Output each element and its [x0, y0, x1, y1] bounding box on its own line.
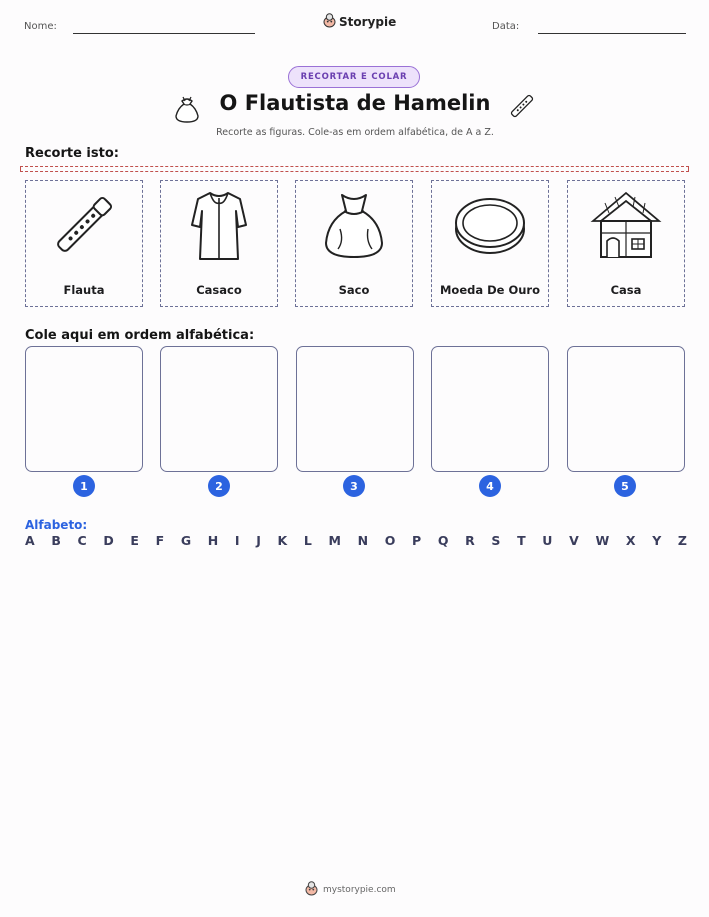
paste-section-title: Cole aqui em ordem alfabética: [25, 328, 255, 343]
coat-icon [188, 189, 250, 263]
card-label: Saco [338, 283, 370, 297]
slot-number: 4 [479, 475, 501, 497]
alphabet-letter: M [328, 533, 341, 548]
date-label: Data: [492, 21, 520, 32]
alphabet-letter: K [277, 533, 288, 548]
card-label: Flauta [63, 283, 105, 297]
brand-logo [323, 13, 396, 31]
sack-icon [322, 189, 386, 261]
flute-icon [508, 92, 536, 124]
card-label: Casaco [196, 283, 242, 297]
cut-card-casa[interactable] [567, 180, 685, 307]
cut-card-casaco[interactable] [160, 180, 278, 307]
paste-slot-3[interactable] [296, 346, 414, 472]
storypie-logo-icon [323, 13, 336, 31]
alphabet-letter: B [51, 533, 61, 548]
storypie-logo-icon [305, 881, 318, 899]
alphabet-letter: H [207, 533, 219, 548]
alphabet-letter: Y [652, 533, 662, 548]
flute-icon [49, 189, 119, 261]
alphabet-letter: O [384, 533, 396, 548]
house-icon [589, 189, 663, 261]
alphabet-letter: Z [677, 533, 687, 548]
paste-slot-2[interactable] [160, 346, 278, 472]
sack-icon [172, 92, 202, 128]
alphabet-letter: C [77, 533, 87, 548]
paste-slot-1[interactable] [25, 346, 143, 472]
cut-line [20, 166, 689, 172]
slot-number: 1 [73, 475, 95, 497]
alphabet-letter: L [303, 533, 312, 548]
alphabet-letter: T [517, 533, 526, 548]
cut-card-moeda-de-ouro[interactable] [431, 180, 549, 307]
alphabet-letter: V [569, 533, 579, 548]
card-label: Casa [610, 283, 642, 297]
paste-slot-5[interactable] [567, 346, 685, 472]
alphabet-letter: X [625, 533, 636, 548]
activity-badge: RECORTAR E COLAR [288, 66, 420, 88]
alphabet-letter: F [155, 533, 165, 548]
alphabet-letter: J [256, 533, 261, 548]
alphabet-letter: A [25, 533, 35, 548]
alphabet-letter: G [180, 533, 192, 548]
slot-number: 5 [614, 475, 636, 497]
instructions: Recorte as figuras. Cole-as em ordem alfabética, de A a Z. [216, 127, 494, 138]
slot-number: 3 [343, 475, 365, 497]
name-label: Nome: [24, 21, 57, 32]
alphabet-title: Alfabeto: [25, 518, 88, 532]
footer-url[interactable]: mystorypie.com [323, 885, 396, 895]
alphabet-letter: I [234, 533, 240, 548]
cut-card-saco[interactable] [295, 180, 413, 307]
brand-name: Storypie [339, 15, 397, 29]
gold-coin-icon [453, 189, 527, 261]
alphabet-row [25, 533, 687, 548]
paste-slot-4[interactable] [431, 346, 549, 472]
alphabet-letter: S [491, 533, 501, 548]
alphabet-letter: D [103, 533, 114, 548]
alphabet-letter: R [465, 533, 475, 548]
alphabet-letter: E [130, 533, 139, 548]
page-title: O Flautista de Hamelin [219, 91, 491, 115]
alphabet-letter: U [542, 533, 553, 548]
alphabet-letter: N [357, 533, 369, 548]
card-label: Moeda De Ouro [439, 283, 541, 297]
footer [305, 881, 396, 899]
slot-number: 2 [208, 475, 230, 497]
date-field[interactable] [538, 33, 686, 34]
alphabet-letter: Q [437, 533, 449, 548]
alphabet-letter: W [595, 533, 610, 548]
name-field[interactable] [73, 33, 255, 34]
alphabet-letter: P [412, 533, 422, 548]
cut-card-flauta[interactable] [25, 180, 143, 307]
cut-section-title: Recorte isto: [25, 146, 119, 161]
